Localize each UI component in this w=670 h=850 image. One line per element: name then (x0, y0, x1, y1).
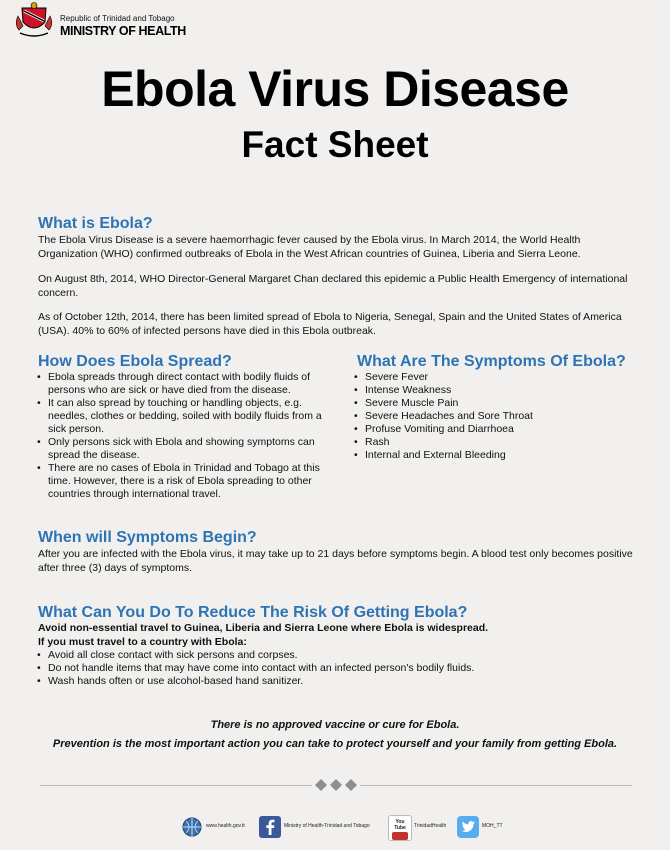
spread-item: • It can also spread by touching or handling objects, e.g. needles, clothes or bedding, soiled with bodily fluids from a sick person. (36, 397, 324, 436)
globe-icon (180, 816, 204, 838)
facebook-link[interactable]: Ministry of Health-Trinidad and Tobago (258, 814, 386, 840)
symptoms-heading: What Are The Symptoms Of Ebola? (357, 353, 626, 370)
facebook-icon (258, 815, 282, 839)
symptom-item: • Severe Muscle Pain (353, 397, 633, 410)
twitter-link[interactable]: MOH_TT (456, 814, 510, 840)
no-vaccine-note: There is no approved vaccine or cure for Ebola. (210, 719, 460, 731)
prevention-note: Prevention is the most important action you can take to protect yourself and your family from getting Ebola. (52, 738, 618, 750)
footer-links (180, 814, 510, 842)
when-heading: When will Symptoms Begin? (38, 529, 257, 546)
ministry-label: MINISTRY OF HEALTH (60, 24, 186, 38)
symptom-item: • Intense Weakness (353, 384, 633, 397)
spread-item: • There are no cases of Ebola in Trinidad and Tobago at this time. However, there is a risk of Ebola spreading to other countries through international travel. (36, 462, 324, 501)
what-is-paragraph-2: On August 8th, 2014, WHO Director-General Margaret Chan declared this epidemic a Public Health Emergency of international concern. (38, 273, 628, 299)
what-is-paragraph-3: As of October 12th, 2014, there has been limited spread of Ebola to Nigeria, Senegal, Spain and the United States of America (USA). 40% to 60% of infected persons have died in this Ebola outbreak. (38, 311, 622, 337)
website-link[interactable]: www.health.gov.tt (180, 814, 258, 840)
symptom-item: • Severe Fever (353, 371, 633, 384)
page-title: Ebola Virus Disease (101, 61, 569, 117)
reduce-item: • Wash hands often or use alcohol-based hand sanitizer. (36, 675, 636, 688)
spread-item: • Ebola spreads through direct contact with bodily fluids of persons who are sick or have died from the disease. (36, 371, 324, 397)
when-paragraph: After you are infected with the Ebola virus, it may take up to 21 days before symptoms begin. A blood test only becomes positive after three (3) days of symptoms. (38, 548, 633, 574)
what-is-heading: What is Ebola? (38, 215, 153, 232)
republic-label: Republic of Trinidad and Tobago (60, 14, 175, 23)
divider-right (360, 785, 632, 786)
spread-heading: How Does Ebola Spread? (38, 353, 232, 370)
reduce-heading: What Can You Do To Reduce The Risk Of Getting Ebola? (38, 604, 468, 621)
spread-item: • Only persons sick with Ebola and showing symptoms can spread the disease. (36, 436, 324, 462)
symptom-item: • Internal and External Bleeding (353, 449, 633, 462)
symptom-item: • Rash (353, 436, 633, 449)
youtube-link[interactable]: You Tube TrinidadHealth (388, 814, 454, 840)
coat-of-arms-icon (14, 2, 54, 38)
reduce-list (36, 649, 636, 688)
divider-left (40, 785, 312, 786)
what-is-paragraph-1: The Ebola Virus Disease is a severe haemorrhagic fever caused by the Ebola virus. In March 2014, the World Health Organization (WHO) confirmed outbreaks of Ebola in the West African countries of Guinea, Liberia and Sierra Leone. (38, 234, 581, 260)
page-subtitle: Fact Sheet (241, 124, 429, 165)
symptom-item: • Profuse Vomiting and Diarrhoea (353, 423, 633, 436)
symptom-item: • Severe Headaches and Sore Throat (353, 410, 633, 423)
reduce-if-travel: If you must travel to a country with Ebola: (38, 636, 247, 648)
diamond-ornament-icon (314, 778, 358, 792)
twitter-icon (456, 815, 480, 839)
reduce-travel-advice: Avoid non-essential travel to Guinea, Liberia and Sierra Leone where Ebola is widespread. (38, 622, 489, 634)
spread-list (36, 371, 324, 501)
reduce-item: • Do not handle items that may have come into contact with an infected person's bodily fluids. (36, 662, 636, 675)
symptoms-list (353, 371, 633, 462)
reduce-item: • Avoid all close contact with sick persons and corpses. (36, 649, 636, 662)
youtube-icon: You Tube (388, 815, 412, 841)
ministry-logo (14, 2, 184, 38)
